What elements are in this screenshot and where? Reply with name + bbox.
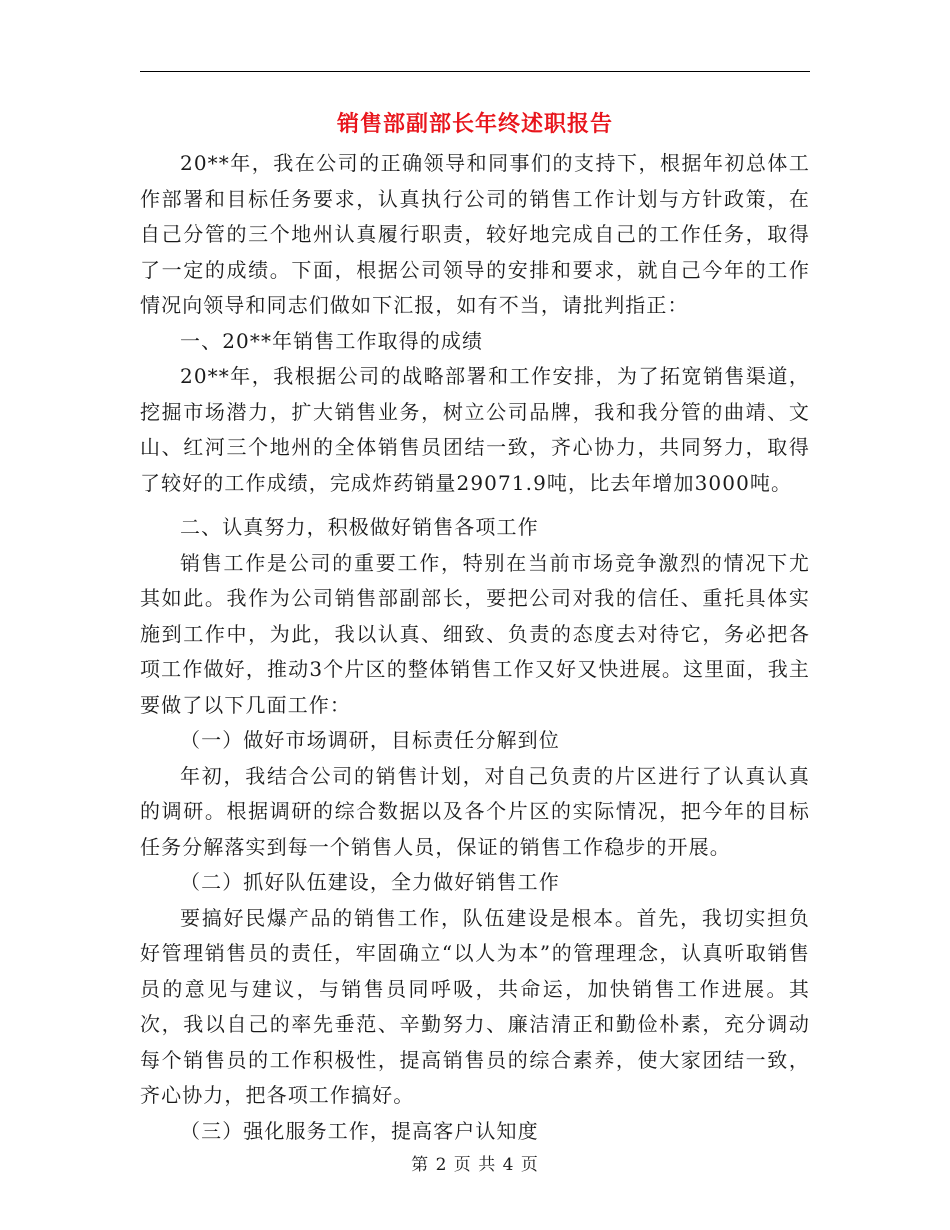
footer-total-pages: 4	[502, 1155, 515, 1175]
section-heading-2: 二、认真努力，积极做好销售各项工作	[180, 515, 539, 539]
document-title: 销售部副部长年终述职报告	[336, 111, 613, 137]
page-footer	[0, 1153, 950, 1177]
intro-paragraph: 20**年，我在公司的正确领导和同事们的支持下，根据年初总体工作部署和目标任务要求，认真执行公司的销售工作计划与方针政策，在自己分管的三个地州认真履行职责，较好地完成自己的工作任务，取得了一定的成绩。下面，根据公司领导的安排和要求，就自己今年的工作情况向领导和同志们做如下汇报，如有不当，请批判指正：	[140, 151, 810, 317]
subsection-1-paragraph: 年初，我结合公司的销售计划，对自己负责的片区进行了认真认真的调研。根据调研的综合数据以及各个片区的实际情况，把今年的目标任务分解落实到每一个销售人员，保证的销售工作稳步的开展。	[140, 763, 810, 859]
document-body	[140, 146, 810, 1149]
subsection-heading-3: （三）强化服务工作，提高客户认知度	[180, 1118, 539, 1143]
subsection-2-paragraph: 要搞好民爆产品的销售工作，队伍建设是根本。首先，我切实担负好管理销售员的责任，牢固确立“以人为本”的管理理念，认真听取销售员的意见与建议，与销售员同呼吸，共命运，加快销售工作进展。其次，我以自己的率先垂范、辛勤努力、廉洁清正和勤俭朴素，充分调动每个销售员的工作积极性，提高销售员的综合素养，使大家团结一致，齐心协力，把各项工作搞好。	[140, 905, 810, 1107]
footer-page-number: 2	[435, 1155, 448, 1175]
section-heading-1: 一、20**年销售工作取得的成绩	[180, 328, 484, 353]
footer-middle: 页 共	[453, 1155, 497, 1175]
footer-prefix: 第	[411, 1155, 430, 1175]
header-rule	[140, 71, 810, 72]
section-2-paragraph: 销售工作是公司的重要工作，特别在当前市场竞争激烈的情况下尤其如此。我作为公司销售部副部长，要把公司对我的信任、重托具体实施到工作中，为此，我以认真、细致、负责的态度去对待它，务必把各项工作做好，推动3个片区的整体销售工作又好又快进展。这里面，我主要做了以下几面工作：	[140, 550, 810, 717]
subsection-heading-1: （一）做好市场调研，目标责任分解到位	[180, 728, 560, 752]
subsection-heading-2: （二）抓好队伍建设，全力做好销售工作	[180, 870, 560, 894]
section-1-paragraph: 20**年，我根据公司的战略部署和工作安排，为了拓宽销售渠道，挖掘市场潜力，扩大销售业务，树立公司品牌，我和我分管的曲靖、文山、红河三个地州的全体销售员团结一致，齐心协力，共同努力，取得了较好的工作成绩，完成炸药销量29071.9吨，比去年增加3000吨。	[140, 364, 810, 495]
footer-suffix: 页	[520, 1155, 539, 1175]
